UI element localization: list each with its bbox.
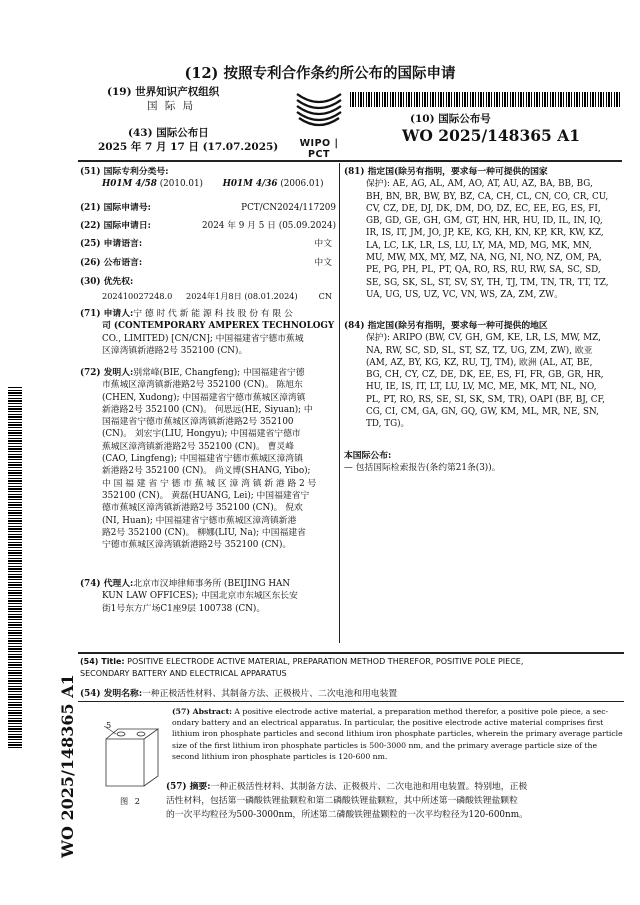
designated-regional-label: (84) 指定国(除另有指明，要求每一种可提供的地区 bbox=[344, 321, 548, 331]
country-line: 保护): AE, AG, AL, AM, AO, AT, AU, AZ, BA, BB, BG, bbox=[366, 179, 593, 190]
region-line: (AM, AZ, BY, KG, KZ, RU, TJ, TM), 欧洲 (AL, AT, BE, bbox=[366, 357, 593, 368]
country-line: SE, SG, SK, SL, ST, SV, SY, TH, TJ, TM, TN, TR, TT, TZ, bbox=[366, 277, 609, 288]
filing-language-label: (25) 申请语言: bbox=[80, 239, 143, 249]
filing-date: 2024 年 9 月 5 日 (05.09.2024) bbox=[202, 221, 336, 231]
ipc-codes bbox=[80, 178, 336, 191]
region-line: CG, CI, CM, GA, GN, GQ, GW, KM, ML, MR, NE, SN, bbox=[366, 407, 599, 418]
inventor-line: 中 国 福 建 省 宁 德 市 蕉 城 区 漳 湾 镇 新 港 路 2 号 bbox=[102, 478, 317, 489]
applicant-line: 司 (CONTEMPORARY AMPEREX TECHNOLOGY bbox=[102, 321, 335, 332]
barcode-horizontal bbox=[350, 92, 622, 107]
inventor-line: 新港路2号 352100 (CN)。 何思远(HE, Siyuan); 中 bbox=[102, 404, 313, 415]
region-line: NA, RW, SC, SD, SL, ST, SZ, TZ, UG, ZM, ZW), 欧亚 bbox=[366, 345, 593, 356]
country-line: BH, BN, BR, BW, BY, BZ, CA, CH, CL, CN, CO, CR, CU, bbox=[366, 191, 609, 202]
published-block bbox=[344, 450, 624, 475]
ipc-code-1: H01M 4/58 bbox=[102, 179, 157, 189]
organization-name: (19) 世界知识产权组织 bbox=[107, 86, 220, 98]
priority-label: (30) 优先权: bbox=[80, 277, 134, 287]
publication-number: WO 2025/148365 A1 bbox=[402, 126, 581, 145]
figure-caption: 图 2 bbox=[120, 796, 142, 806]
country-line: UA, UG, US, UZ, VC, VN, WS, ZA, ZM, ZW。 bbox=[366, 289, 564, 300]
filing-date-row bbox=[80, 220, 336, 232]
barcode-vertical bbox=[8, 386, 22, 748]
inventor-line: 市蕉城区漳湾镇新港路2号 352100 (CN)。 陈旭东 bbox=[102, 380, 303, 391]
filing-language: 中文 bbox=[314, 239, 332, 249]
abstract-line: 活性材料，包括第一磷酸铁锂盐颗粒和第二磷酸铁锂盐颗粒，其中所述第一磷酸铁锂盐颗粒 bbox=[166, 795, 518, 806]
filing-language-row bbox=[80, 238, 336, 250]
inventor-line: (CHEN, Xudong); 中国福建省宁德市蕉城区漳湾镇 bbox=[102, 392, 306, 403]
published-item: — 包括国际检索报告(条约第21条(3))。 bbox=[344, 463, 501, 474]
english-title-block bbox=[80, 656, 625, 680]
application-number-row bbox=[80, 202, 336, 214]
bureau-name: 国 际 局 bbox=[147, 100, 196, 112]
country-line: MU, MW, MX, MY, MZ, NA, NG, NI, NO, NZ, OM, PA, bbox=[366, 253, 602, 264]
country-line: PE, PG, PH, PL, PT, QA, RO, RS, RU, RW, SA, SC, SD, bbox=[366, 265, 601, 276]
abstract-line: ondary battery and an electrical apparatus. In particular, the positive electrode active material comprises first bbox=[172, 718, 604, 728]
header-rule bbox=[78, 160, 622, 162]
country-line: GB, GD, GE, GH, GM, GT, HN, HR, HU, ID, IL, IN, IQ, bbox=[366, 216, 603, 227]
abstract-line: 一种正极活性材料、其制备方法、正极极片、二次电池和用电装置。特别地，正极 bbox=[210, 782, 528, 792]
figure-ref-number: 5 bbox=[106, 720, 112, 730]
publication-language-label: (26) 公布语言: bbox=[80, 258, 143, 268]
region-line: HU, IE, IS, IT, LT, LU, LV, MC, ME, MK, MT, NL, NO, bbox=[366, 382, 597, 393]
english-abstract bbox=[172, 706, 624, 762]
agent-label: (74) 代理人: bbox=[80, 579, 134, 589]
inventor-line: 别常峰(BIE, Changfeng); 中国福建省宁德 bbox=[133, 368, 305, 378]
chinese-title-label: (54) 发明名称: bbox=[80, 689, 143, 699]
publication-language: 中文 bbox=[314, 258, 332, 268]
designated-national-label: (81) 指定国(除另有指明，要求每一种可提供的国家 bbox=[344, 167, 548, 177]
application-number: PCT/CN2024/117209 bbox=[241, 203, 336, 213]
inventor-line: (CN)。 刘宏宇(LIU, Hongyu); 中国福建省宁德市 bbox=[102, 429, 301, 440]
chinese-title-block bbox=[80, 688, 625, 700]
country-line: LA, LC, LK, LR, LS, LU, LY, MA, MD, MG, MK, MN, bbox=[366, 240, 592, 251]
abstract-line: lithium iron phosphate particles and second lithium iron phosphate particles, wherein the primary average particle bbox=[172, 729, 623, 739]
priority-number: 202410027248.0 bbox=[102, 291, 173, 301]
publication-date-label: (43) 国际公布日 bbox=[128, 127, 209, 139]
inventor-line: (NI, Huan); 中国福建省宁德市蕉城区漳湾镇新港 bbox=[102, 515, 297, 526]
document-title: (12) 按照专利合作条约所公布的国际申请 bbox=[184, 65, 456, 82]
biblio-left bbox=[80, 166, 336, 191]
applicant-line: 区漳湾镇新港路2号 352100 (CN)。 bbox=[102, 345, 248, 356]
agent-block bbox=[80, 578, 336, 615]
spine-publication-number: WO 2025/148365 A1 bbox=[58, 674, 77, 858]
applicant-line: 宁 德 时 代 新 能 源 科 技 股 份 有 限 公 bbox=[133, 309, 293, 319]
abstract-line: second lithium iron phosphate particles is 120-600 nm. bbox=[172, 751, 388, 761]
title-rule-bottom bbox=[78, 701, 624, 702]
wipo-logo bbox=[289, 88, 349, 160]
ipc-year-2: (2006.01) bbox=[280, 179, 324, 189]
priority-row bbox=[102, 290, 332, 302]
ipc-year-1: (2010.01) bbox=[159, 179, 203, 189]
filing-date-label: (22) 国际申请日: bbox=[80, 221, 151, 231]
ipc-label: (51) 国际专利分类号: bbox=[80, 167, 169, 177]
designated-regional-block bbox=[344, 320, 624, 431]
designated-national-block bbox=[344, 166, 624, 301]
region-line: BG, CH, CY, CZ, DE, DK, EE, ES, FI, FR, GB, GR, HR, bbox=[366, 370, 604, 381]
publication-language-row bbox=[80, 257, 336, 269]
inventor-line: 国福建省宁德市蕉城区漳湾镇新港路2号 352100 bbox=[102, 417, 294, 428]
publication-date: 2025 年 7 月 17 日 (17.07.2025) bbox=[98, 141, 279, 153]
title-rule bbox=[78, 652, 624, 654]
column-divider bbox=[339, 163, 340, 643]
ipc-code-2: H01M 4/36 bbox=[222, 179, 278, 189]
chinese-abstract-label: (57) 摘要: bbox=[166, 782, 211, 792]
abstract-line: 的一次平均粒径为500-3000nm，所述第二磷酸铁锂盐颗粒的一次平均粒径为120-600nm。 bbox=[166, 809, 528, 820]
agent-line: KUN LAW OFFICES); 中国北京市东城区东长安 bbox=[102, 591, 298, 602]
applicant-label: (71) 申请人: bbox=[80, 309, 134, 319]
country-line: CV, CZ, DE, DJ, DK, DM, DO, DZ, EC, EE, EG, ES, FI, bbox=[366, 203, 601, 214]
applicant-block bbox=[80, 308, 336, 357]
region-line: 保护): ARIPO (BW, CV, GH, GM, KE, LR, LS, MW, MZ, bbox=[366, 333, 601, 344]
priority-country: CN bbox=[318, 291, 332, 301]
abstract-line: A positive electrode active material, a preparation method therefor, a positive pole piece, a sec- bbox=[234, 707, 609, 716]
english-title-line2: SECONDARY BATTERY AND ELECTRICAL APPARATUS bbox=[80, 669, 287, 678]
chinese-title: 一种正极活性材料、其制备方法、正极极片、二次电池和用电装置 bbox=[142, 689, 398, 699]
agent-line: 北京市汉坤律师事务所 (BEIJING HAN bbox=[133, 579, 291, 589]
english-title: POSITIVE ELECTRODE ACTIVE MATERIAL, PREPARATION METHOD THEREFOR, POSITIVE POLE PIECE, bbox=[127, 657, 524, 666]
english-abstract-label: (57) Abstract: bbox=[172, 707, 232, 716]
battery-figure bbox=[104, 726, 160, 788]
inventor-line: (CAO, Lingfeng); 中国福建省宁德市蕉城区漳湾镇 bbox=[102, 454, 303, 465]
inventor-line: 新港路2号 352100 (CN)。 尚义博(SHANG, Yibo); bbox=[102, 466, 311, 477]
inventors-label: (72) 发明人: bbox=[80, 368, 134, 378]
country-line: IR, IS, IT, JM, JO, JP, KE, KG, KH, KN, KP, KR, KW, KZ, bbox=[366, 228, 604, 239]
abstract-line: size of the first lithium iron phosphate particles is 500-3000 nm, and the primary average particle size of the bbox=[172, 740, 598, 750]
priority-date: 2024年1月8日 (08.01.2024) bbox=[186, 291, 298, 301]
inventor-line: 路2号 352100 (CN)。 柳娜(LIU, Na); 中国福建省 bbox=[102, 527, 306, 538]
inventor-line: 蕉城区漳湾镇新港路2号 352100 (CN)。 曹灵峰 bbox=[102, 441, 295, 452]
priority-label-row bbox=[80, 276, 336, 288]
published-label: 本国际公布: bbox=[344, 451, 392, 461]
english-title-label: (54) Title: bbox=[80, 657, 125, 666]
inventor-line: 宁德市蕉城区漳湾镇新港路2号 352100 (CN)。 bbox=[102, 540, 292, 551]
region-line: PL, PT, RO, RS, SE, SI, SK, SM, TR), OAPI (BF, BJ, CF, bbox=[366, 394, 606, 405]
applicant-line: CO., LIMITED) [CN/CN]; 中国福建省宁德市蕉城 bbox=[102, 333, 304, 344]
agent-line: 街1号东方广场C1座9层 100738 (CN)。 bbox=[102, 603, 266, 614]
inventor-line: 352100 (CN)。 黄磊(HUANG, Lei); 中国福建省宁 bbox=[102, 490, 310, 501]
application-number-label: (21) 国际申请号: bbox=[80, 203, 151, 213]
publication-number-label: (10) 国际公布号 bbox=[410, 113, 491, 125]
inventor-line: 德市蕉城区漳湾镇新港路2号 352100 (CN)。 倪欢 bbox=[102, 503, 303, 514]
wipo-pct-label: WIPO | PCT bbox=[299, 138, 339, 160]
chinese-abstract bbox=[166, 781, 626, 822]
inventors-block bbox=[80, 367, 336, 551]
region-line: TD, TG)。 bbox=[366, 419, 410, 430]
